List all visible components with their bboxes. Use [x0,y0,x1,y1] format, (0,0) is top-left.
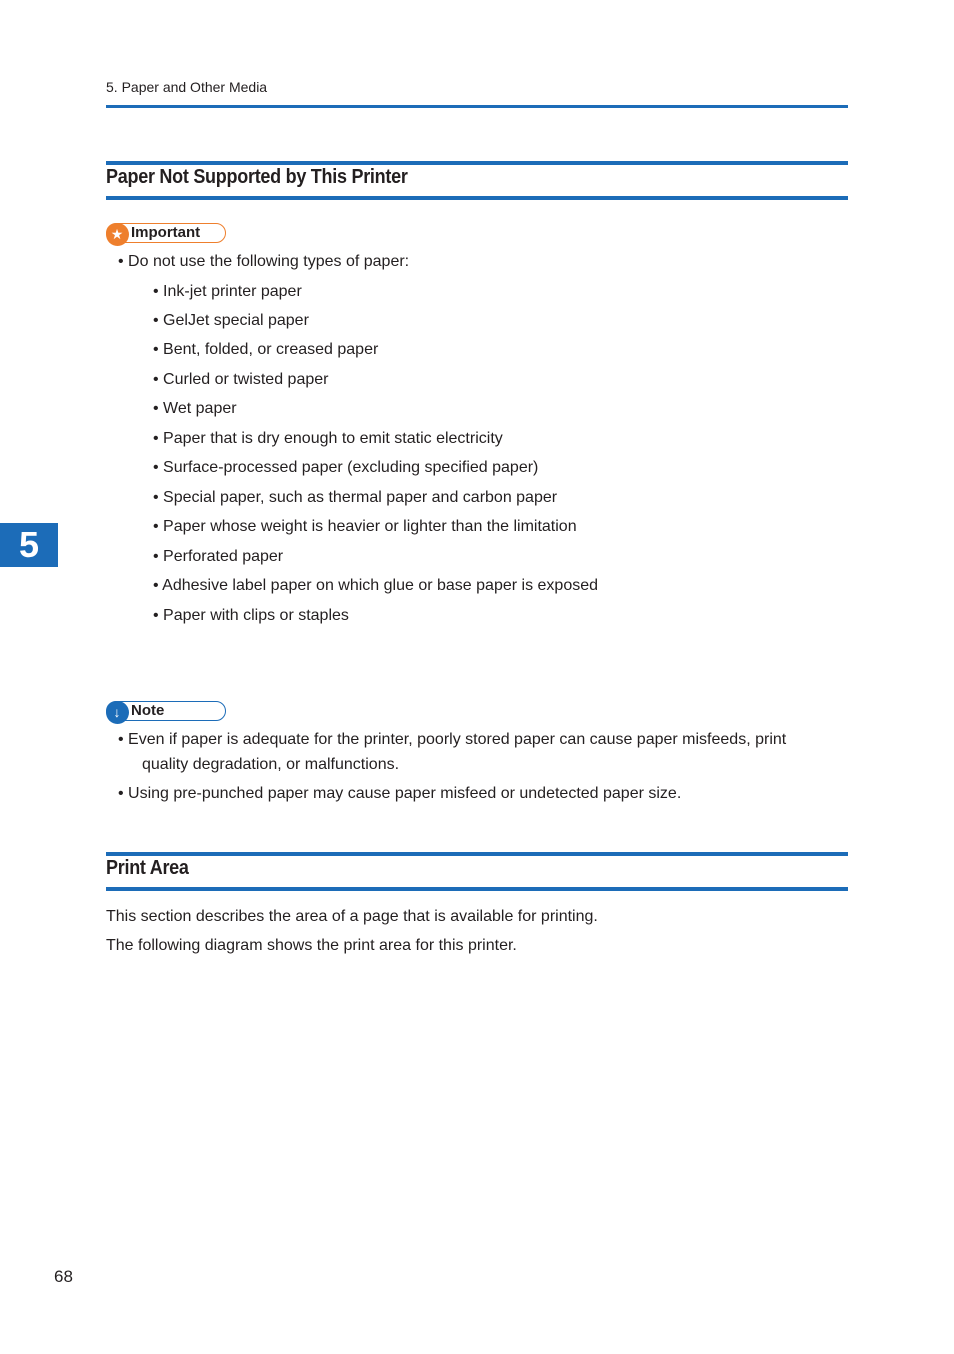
section-top-rule [106,161,848,165]
note-item: • Even if paper is adequate for the printer, poorly stored paper can cause paper misfeeds, print [118,731,787,748]
note-badge [106,701,226,721]
important-badge-label: Important [131,224,201,241]
paragraph: This section describes the area of a page that is available for printing. [106,908,598,925]
running-head: 5. Paper and Other Media [106,79,268,95]
list-item: • GelJet special paper [153,312,309,329]
note-item: • Using pre-punched paper may cause paper misfeed or undetected paper size. [118,785,682,802]
important-badge [106,223,226,243]
section-title-paper-not-supported: Paper Not Supported by This Printer [106,166,408,188]
list-item: • Adhesive label paper on which glue or base paper is exposed [153,577,599,594]
star-icon: ★ [106,223,129,246]
list-item: • Curled or twisted paper [153,371,329,388]
list-item: • Perforated paper [153,548,284,565]
header-rule [106,105,848,108]
list-item: • Paper with clips or staples [153,607,349,624]
section-title-print-area: Print Area [106,857,189,879]
arrow-down-icon: ↓ [106,701,129,724]
list-item: • Ink-jet printer paper [153,283,302,300]
list-item: • Paper that is dry enough to emit static electricity [153,430,503,447]
list-item: • Surface-processed paper (excluding specified paper) [153,459,539,476]
paragraph: The following diagram shows the print area for this printer. [106,937,517,954]
list-item: • Bent, folded, or creased paper [153,341,379,358]
note-badge-label: Note [131,702,165,719]
page-number: 68 [54,1267,73,1286]
list-item: • Wet paper [153,400,237,417]
section-bottom-rule [106,196,848,200]
note-item-continuation: quality degradation, or malfunctions. [142,756,400,773]
list-item: • Paper whose weight is heavier or lighter than the limitation [153,518,577,535]
important-intro: • Do not use the following types of paper: [118,253,410,270]
section-top-rule [106,852,848,856]
section-bottom-rule [106,887,848,891]
chapter-tab: 5 [0,523,58,567]
list-item: • Special paper, such as thermal paper and carbon paper [153,489,558,506]
